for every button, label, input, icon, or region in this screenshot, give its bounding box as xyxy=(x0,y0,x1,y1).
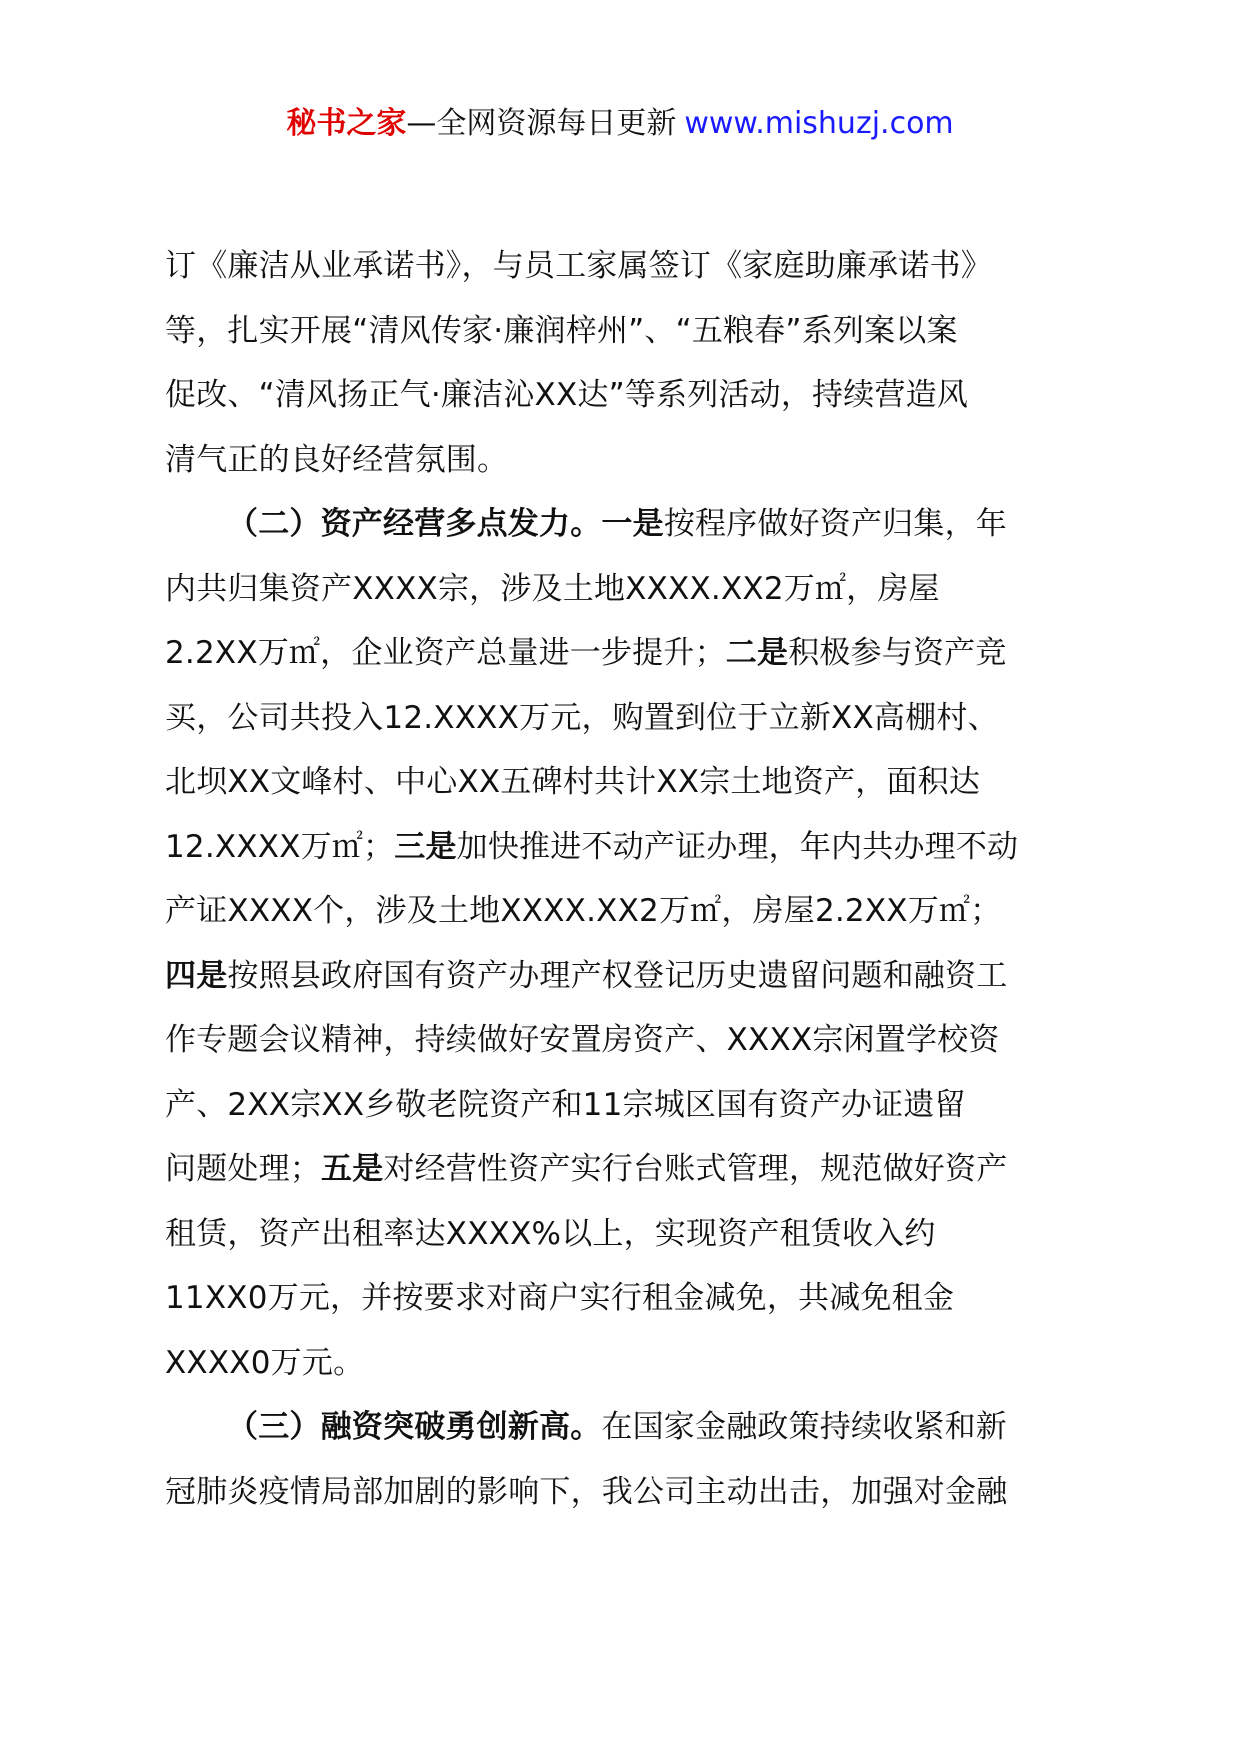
text-line: 促改、“清风扬正气·廉洁沁XX达”等系列活动，持续营造风 xyxy=(165,377,969,413)
text-line: 买，公司共投入12.XXXX万元，购置到位于立新XX高棚村、 xyxy=(165,699,999,736)
document-body xyxy=(165,234,1095,1524)
point-marker: 三是 xyxy=(394,828,457,865)
point-marker: 五是 xyxy=(321,1151,384,1187)
text-line: XXXX0万元。 xyxy=(165,1344,365,1381)
point-marker: 二是 xyxy=(725,635,789,671)
page-header xyxy=(0,100,1240,148)
header-tagline: —全网资源每日更新 xyxy=(406,106,677,141)
text-line: 产、2XX宗XX乡敬老院资产和11宗城区国有资产办证遗留 xyxy=(165,1086,966,1123)
text-line: 订《廉洁从业承诺书》，与员工家属签订《家庭助廉承诺书》 xyxy=(165,248,992,284)
text-line: 12.XXXX万㎡；三是加快推进不动产证办理，年内共办理不动 xyxy=(165,828,1019,865)
text-line: 问题处理；五是对经营性资产实行台账式管理，规范做好资产 xyxy=(165,1151,1008,1187)
section-heading-3: （三）融资突破勇创新高。 xyxy=(227,1409,602,1445)
text-line: 内共归集资产XXXX宗，涉及土地XXXX.XX2万㎡，房屋 xyxy=(165,570,940,607)
text-line: 清气正的良好经营氛围。 xyxy=(165,441,509,478)
website-link[interactable]: www.mishuzj.com xyxy=(684,106,954,141)
section-heading-line: （二）资产经营多点发力。一是按程序做好资产归集，年 xyxy=(227,506,1008,542)
point-marker: 一是 xyxy=(601,506,664,542)
text-line: 租赁，资产出租率达XXXX%以上，实现资产租赁收入约 xyxy=(165,1215,936,1252)
section-heading-2: （二）资产经营多点发力。 xyxy=(227,506,602,542)
text-line: 四是按照县政府国有资产办理产权登记历史遗留问题和融资工 xyxy=(165,957,1008,994)
text-line: 2.2XX万㎡，企业资产总量进一步提升；二是积极参与资产竞 xyxy=(165,635,1007,671)
text-line: 等，扎实开展“清风传家·廉润梓州”、“五粮春”系列案以案 xyxy=(165,312,958,349)
text-line: 产证XXXX个，涉及土地XXXX.XX2万㎡，房屋2.2XX万㎡； xyxy=(165,893,1002,929)
point-marker: 四是 xyxy=(165,957,228,994)
text-line: 冠肺炎疫情局部加剧的影响下，我公司主动出击，加强对金融 xyxy=(165,1473,1008,1510)
section-heading-line: （三）融资突破勇创新高。在国家金融政策持续收紧和新 xyxy=(227,1409,1008,1445)
brand-name: 秘书之家 xyxy=(286,106,407,141)
text-line: 作专题会议精神，持续做好安置房资产、XXXX宗闲置学校资 xyxy=(165,1022,1000,1058)
text-line: 北坝XX文峰村、中心XX五碑村共计XX宗土地资产，面积达 xyxy=(165,764,981,800)
text-line: 11XX0万元，并按要求对商户实行租金减免，共减免租金 xyxy=(165,1280,955,1316)
